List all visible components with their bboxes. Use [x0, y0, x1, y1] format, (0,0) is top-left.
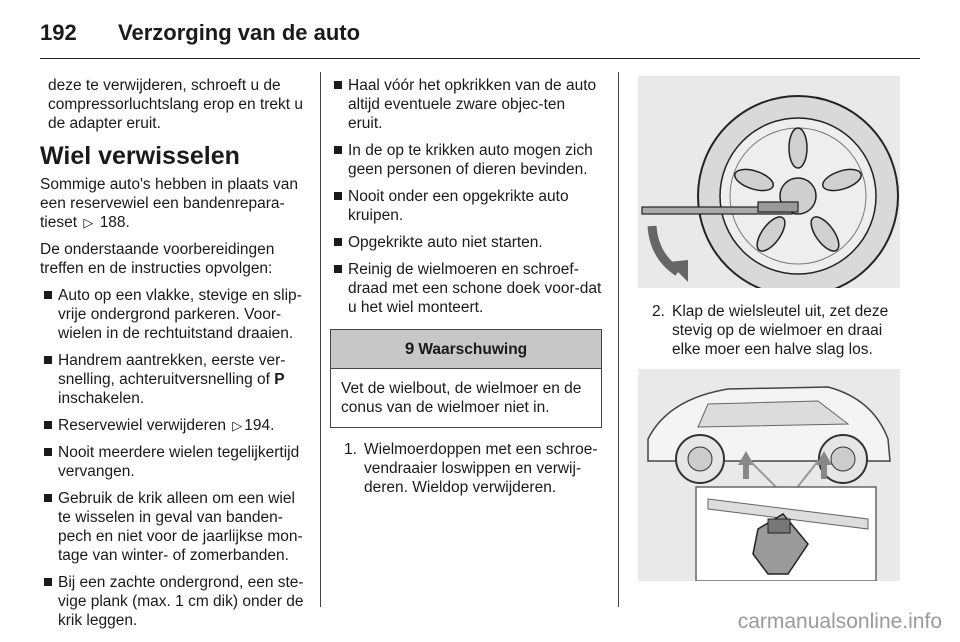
column-divider [320, 72, 321, 607]
section-heading: Wiel verwisselen [40, 142, 240, 170]
jack-car-image [638, 369, 900, 581]
bullet-square-icon [334, 146, 342, 154]
page-header-title: Verzorging van de auto [118, 20, 361, 45]
bullet-square-icon [44, 578, 52, 586]
wheel-wrench-image [638, 76, 900, 288]
reference-arrow-icon: ▷ [232, 418, 243, 433]
jack-car-illustration [638, 369, 900, 581]
watermark: carmanualsonline.info [737, 610, 942, 633]
list-item: Nooit meerdere wielen tegelijkertijd vervangen. [40, 443, 306, 481]
column-2 [330, 76, 602, 497]
warning-title: Waarschuwing [418, 341, 528, 358]
column-divider [618, 72, 619, 607]
intro-paragraph-3: De onderstaande voorbereidingen treffen en de instructies opvolgen: [40, 241, 275, 277]
safety-list [330, 76, 602, 317]
gear-p-label: P [274, 371, 285, 388]
step-1: 1. Wielmoerdoppen met een schroe-vendraaier loswippen en verwij-deren. Wieldop verwijderen. [344, 441, 598, 496]
list-item: Reinig de wielmoeren en schroef-draad met een schone doek voor-dat u het wiel monteert. [330, 260, 602, 317]
intro-paragraph: deze te verwijderen, schroeft u de compressorluchtslang erop en trekt u de adapter eruit. [48, 77, 304, 132]
column-3 [638, 76, 900, 581]
bullet-square-icon [334, 265, 342, 273]
para1-ref: 188. [99, 214, 130, 231]
bullet-square-icon [334, 238, 342, 246]
list-item: Gebruik de krik alleen om een wiel te wisselen in geval van banden-pech en niet voor de jaarlijkse mon-tage van winter- of zomerbanden. [40, 489, 306, 565]
reference-arrow-icon: ▷ [83, 215, 94, 230]
warning-box [330, 329, 602, 428]
step-list [330, 440, 602, 497]
list-item: Auto op een vlakke, stevige en slip-vrije ondergrond parkeren. Voor-wielen in de rechtuitstand draaien. [40, 286, 306, 343]
intro-paragraph-2 [40, 175, 306, 232]
page-number: 192 [40, 20, 77, 45]
bullet-square-icon [44, 356, 52, 364]
bullet-square-icon [334, 192, 342, 200]
bullet-square-icon [44, 291, 52, 299]
bullet-square-icon [334, 81, 342, 89]
list-item: Opgekrikte auto niet starten. [330, 233, 602, 252]
bullet-square-icon [44, 421, 52, 429]
step-2: 2. Klap de wielsleutel uit, zet deze stevig op de wielmoer en draai elke moer een halve slag los. [652, 303, 889, 358]
list-item: In de op te krikken auto mogen zich geen personen of dieren bevinden. [330, 141, 602, 179]
para1-text: Sommige auto's hebben in plaats van een reservewiel een bandenrepara-tieset [40, 176, 299, 231]
warning-body: Vet de wielbout, de wielmoer en de conus van de wielmoer niet in. [341, 380, 582, 416]
list-item: Nooit onder een opgekrikte auto kruipen. [330, 187, 602, 225]
warning-icon: 9 [404, 339, 415, 358]
list-item: Reservewiel verwijderen ▷ 194. [40, 416, 306, 435]
warning-header [331, 330, 601, 369]
list-item: Haal vóór het opkrikken van de auto altijd eventuele zware objec-ten eruit. [330, 76, 602, 133]
bullet-square-icon [44, 448, 52, 456]
page-header [40, 14, 920, 59]
column-1 [40, 76, 306, 638]
preparation-list [40, 286, 306, 630]
step-list-2 [638, 302, 900, 359]
wheel-wrench-illustration [638, 76, 900, 288]
list-item: Handrem aantrekken, eerste ver-snelling, achteruitversnelling of P inschakelen. [40, 351, 306, 408]
bullet-square-icon [44, 494, 52, 502]
list-item: Bij een zachte ondergrond, een ste-vige plank (max. 1 cm dik) onder de krik leggen. [40, 573, 306, 630]
